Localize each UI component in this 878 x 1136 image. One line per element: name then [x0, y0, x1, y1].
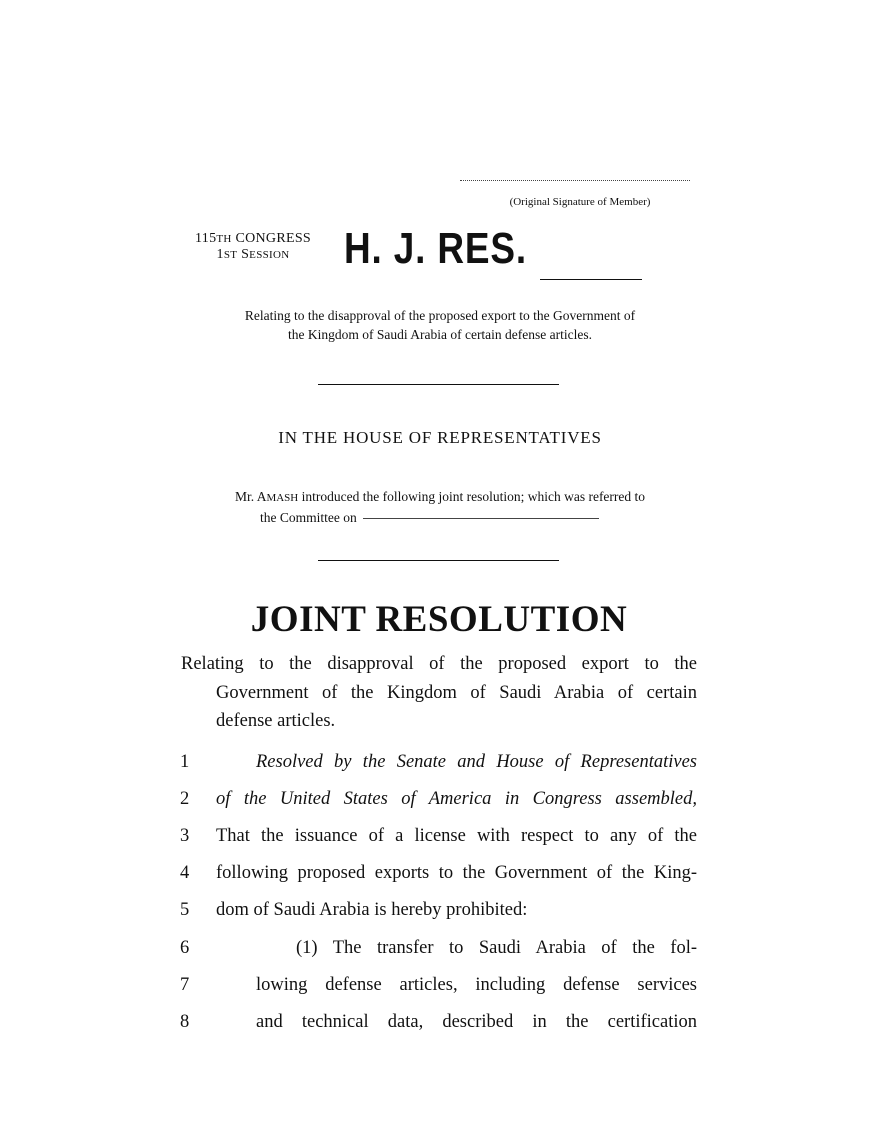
bill-type: H. J. RES. — [344, 224, 527, 273]
introduction: Mr. AMASH introduced the following joint resolution; which was referred to the Committee on — [234, 489, 646, 525]
body-line: Resolved by the Senate and House of Representatives — [256, 752, 697, 772]
line-number: 5 — [180, 900, 190, 920]
body-line: following proposed exports to the Government of the King- — [216, 863, 697, 883]
divider-rule — [318, 560, 559, 561]
committee-blank — [363, 518, 599, 519]
joint-resolution-heading: JOINT RESOLUTION — [250, 599, 628, 640]
divider-rule — [318, 384, 559, 385]
body-line: (1) The transfer to Saudi Arabia of the fol- — [296, 938, 697, 958]
short-title: Relating to the disapproval of the proposed export to the Government of the Kingdom of Saudi Arabia of certain defense articles. — [244, 308, 636, 342]
body-line: of the United States of America in Congress assembled, — [216, 789, 697, 809]
body-line: That the issuance of a license with respect to any of the — [216, 826, 697, 846]
line-number: 2 — [180, 789, 190, 809]
body-line: lowing defense articles, including defense services — [256, 975, 697, 995]
sponsor-name: AMASH — [256, 489, 299, 504]
session-label: 1ST SESSION — [216, 247, 290, 262]
signature-line — [460, 180, 690, 181]
house-heading: IN THE HOUSE OF REPRESENTATIVES — [278, 428, 602, 447]
line-number: 1 — [180, 752, 190, 772]
bill-number-blank — [540, 279, 642, 280]
official-title: Relating to the disapproval of the proposed export to the Government of the Kingdom of Saudi Arabia of certain defense articles. — [181, 654, 697, 731]
line-number: 7 — [180, 975, 190, 995]
body-line: dom of Saudi Arabia is hereby prohibited: — [216, 900, 528, 920]
signature-caption: (Original Signature of Member) — [509, 196, 651, 208]
line-number: 3 — [180, 826, 190, 846]
congress-session-block — [178, 231, 328, 263]
line-number: 4 — [180, 863, 190, 883]
body-line: and technical data, described in the certification — [256, 1012, 697, 1032]
line-number: 8 — [180, 1012, 190, 1032]
congress-label: 115TH CONGRESS — [195, 231, 311, 246]
line-number: 6 — [180, 938, 190, 958]
